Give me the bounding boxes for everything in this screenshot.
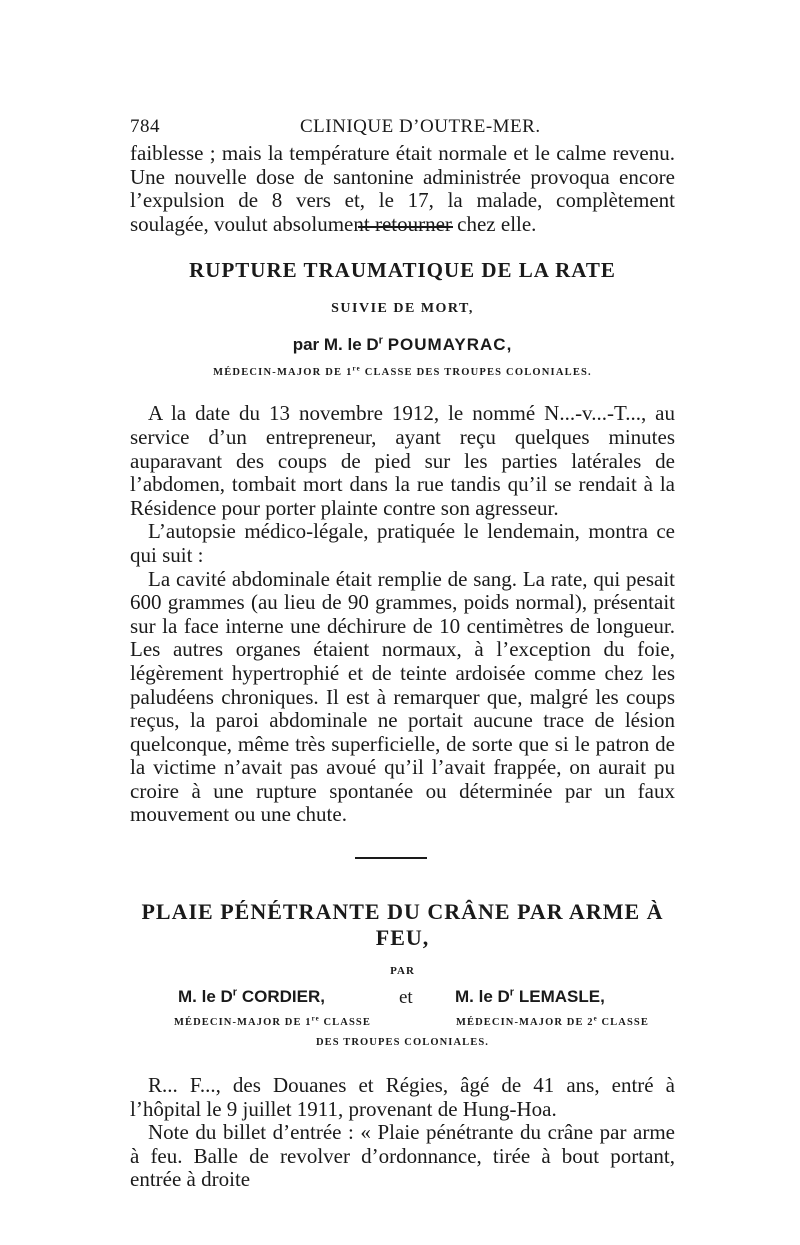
author-name: POUMAYRAC, <box>387 335 513 355</box>
article-authors <box>130 987 675 1011</box>
running-title: CLINIQUE D’OUTRE-MER. <box>300 116 541 137</box>
author-2 <box>455 987 605 1007</box>
body-paragraph: Note du billet d’entrée : « Plaie pénétrante du crâne par arme à feu. Balle de revolver d’ordonnance, tirée à bout portant, entrée à droite <box>130 1120 675 1192</box>
intro-paragraph: faiblesse ; mais la température était normale et le calme revenu. Une nouvelle dose de santonine administrée provoqua encore l’expulsion de 8 vers et, le 17, la malade, complètement soulagée, voulut absolument retourner chez elle. <box>130 141 675 236</box>
article-title: RUPTURE TRAUMATIQUE DE LA RATE <box>189 258 616 283</box>
rank-sup: re <box>352 365 361 373</box>
body-paragraph: A la date du 13 novembre 1912, le nommé N...-v...-T..., au service d’un entrepreneur, ayant reçu quelques minutes auparavant des coups de pied sur les parties latérales de l’abdomen, tombait mort dans la rue tandis qu’il se rendait à la Résidence pour porter plainte contre son agresseur. <box>130 401 675 520</box>
ranks-common: DES TROUPES COLONIALES. <box>315 1037 490 1049</box>
article-author <box>130 335 675 355</box>
author-prefix: M. le D <box>455 987 510 1007</box>
author-prefix: M. le D <box>178 987 233 1007</box>
rank-suffix: CLASSE <box>601 1017 649 1029</box>
rank-prefix: MÉDECIN-MAJOR DE 1 <box>213 367 353 379</box>
rank-prefix: MÉDECIN-MAJOR DE 1 <box>174 1017 312 1029</box>
conjunction: et <box>399 987 413 1009</box>
body-paragraph: R... F..., des Douanes et Régies, âgé de 41 ans, entré à l’hôpital le 9 juillet 1911, provenant de Hung-Hoa. <box>130 1073 675 1121</box>
author-rank <box>130 367 675 378</box>
rank-1 <box>174 1017 371 1028</box>
author-1 <box>178 987 325 1007</box>
article-body <box>130 1074 675 1192</box>
running-header <box>130 108 675 142</box>
author-ranks <box>130 1017 675 1035</box>
author-name: CORDIER, <box>241 987 325 1007</box>
body-paragraph: La cavité abdominale était remplie de sang. La rate, qui pesait 600 grammes (au lieu de 90 grammes, poids normal), présentait sur la face interne une déchirure de 10 centimètres de longueur. Les autres organes étaient normaux, à l’exception du foie, légèrement hypertrophié et de teinte ardoisée comme chez les paludéens chroniques. Il est à remarquer que, malgré les coups reçus, la paroi abdominale ne portait aucune trace de lésion quelconque, même très superficielle, de sorte que si le patron de la victime n’avait pas avoué qu’il l’avait frappée, on aurait pu croire à une rupture spontanée ou déterminée par un faux mouvement ou une chute. <box>130 566 675 827</box>
section-divider <box>355 857 427 859</box>
rank-2 <box>456 1017 649 1028</box>
rank-sup: re <box>311 1015 320 1023</box>
by-label: PAR <box>390 965 415 978</box>
article-body <box>130 402 675 827</box>
body-paragraph: L’autopsie médico-légale, pratiquée le lendemain, montra ce qui suit : <box>130 519 675 567</box>
author-name: LEMASLE, <box>518 987 605 1007</box>
rank-sup: e <box>593 1015 598 1023</box>
author-prefix: par M. le D <box>292 335 379 355</box>
rank-suffix: CLASSE DES TROUPES COLONIALES. <box>364 367 592 379</box>
book-page <box>130 108 675 1192</box>
rank-prefix: MÉDECIN-MAJOR DE 2 <box>456 1017 594 1029</box>
author-sup: r <box>378 334 383 347</box>
author-sup: r <box>509 986 515 999</box>
page-number: 784 <box>130 116 160 137</box>
article-subtitle: SUIVIE DE MORT, <box>331 301 474 317</box>
author-sup: r <box>232 986 238 999</box>
rank-suffix: CLASSE <box>323 1017 371 1029</box>
article-title: PLAIE PÉNÉTRANTE DU CRÂNE PAR ARME À FEU, <box>141 899 664 951</box>
